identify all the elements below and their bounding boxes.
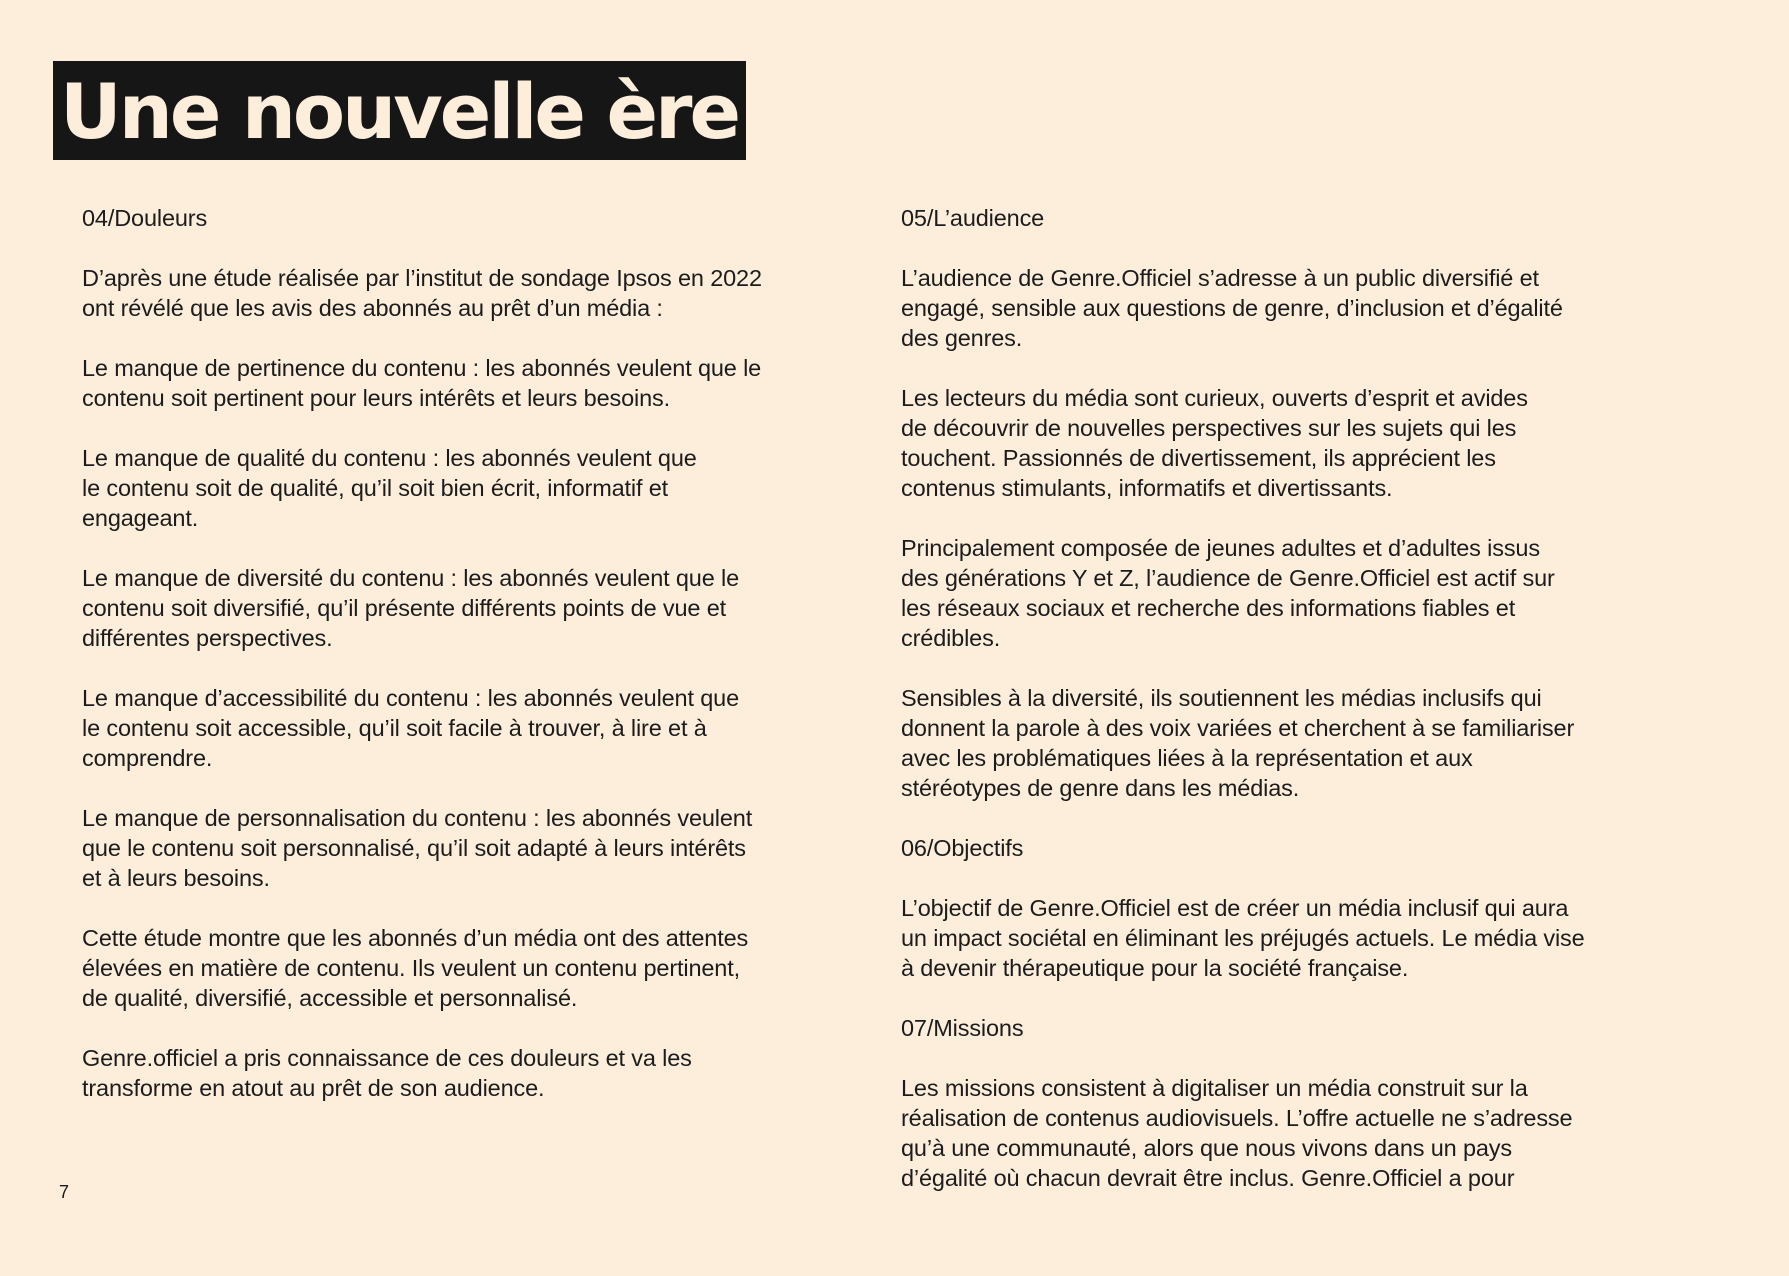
douleurs-paragraph-2: Le manque de pertinence du contenu : les abonnés veulent que le contenu soit pertinent pour leurs intérêts et leurs besoins. [82, 355, 762, 411]
douleurs-paragraph-8: Genre.officiel a pris connaissance de ces douleurs et va les transforme en atout au prêt de son audience. [82, 1045, 692, 1101]
page-number: 7 [59, 1182, 70, 1202]
objectifs-paragraph-1: L’objectif de Genre.Officiel est de créer un média inclusif qui aura un impact sociétal en éliminant les préjugés actuels. Le média vise à devenir thérapeutique pour la société française. [901, 895, 1585, 981]
douleurs-paragraph-6: Le manque de personnalisation du contenu : les abonnés veulent que le contenu soit personnalisé, qu’il soit adapté à leurs intérêts et à leurs besoins. [82, 805, 753, 891]
title-banner [53, 61, 746, 160]
audience-paragraph-2: Les lecteurs du média sont curieux, ouverts d’esprit et avides de découvrir de nouvelles perspectives sur les sujets qui les touchent. Passionnés de divertissement, ils apprécient les contenus stimulants, informatifs et divertissants. [901, 385, 1528, 501]
missions-paragraph-1: Les missions consistent à digitaliser un média construit sur la réalisation de contenus audiovisuels. L’offre actuelle ne s’adresse qu’à une communauté, alors que nous vivons dans un pays d’égalité où chacun devrait être inclus. Genre.Officiel a pour [901, 1075, 1573, 1191]
section-heading-audience: 05/L’audience [901, 205, 1045, 231]
douleurs-paragraph-5: Le manque d’accessibilité du contenu : les abonnés veulent que le contenu soit accessible, qu’il soit facile à trouver, à lire et à comprendre. [82, 685, 739, 771]
left-column [82, 203, 882, 1133]
audience-paragraph-4: Sensibles à la diversité, ils soutiennent les médias inclusifs qui donnent la parole à des voix variées et cherchent à se familiariser avec les problématiques liées à la représentation et aux stéréotypes de genre dans les médias. [901, 685, 1575, 801]
page-title: Une nouvelle ère [60, 66, 739, 156]
section-heading-douleurs: 04/Douleurs [82, 205, 208, 231]
section-objectifs [901, 833, 1701, 983]
section-heading-missions: 07/Missions [901, 1015, 1024, 1041]
audience-paragraph-3: Principalement composée de jeunes adultes et d’adultes issus des générations Y et Z, l’audience de Genre.Officiel est actif sur les réseaux sociaux et recherche des informations fiables et crédibles. [901, 535, 1555, 651]
douleurs-paragraph-4: Le manque de diversité du contenu : les abonnés veulent que le contenu soit diversifié, qu’il présente différents points de vue et différentes perspectives. [82, 565, 740, 651]
section-audience [901, 203, 1701, 803]
douleurs-paragraph-3: Le manque de qualité du contenu : les abonnés veulent que le contenu soit de qualité, qu’il soit bien écrit, informatif et engageant. [82, 445, 697, 531]
section-heading-objectifs: 06/Objectifs [901, 835, 1024, 861]
section-douleurs [82, 203, 882, 1103]
audience-paragraph-1: L’audience de Genre.Officiel s’adresse à un public diversifié et engagé, sensible aux questions de genre, d’inclusion et d’égalité des genres. [901, 265, 1563, 351]
right-column [901, 203, 1701, 1223]
douleurs-paragraph-7: Cette étude montre que les abonnés d’un média ont des attentes élevées en matière de contenu. Ils veulent un contenu pertinent, de qualité, diversifié, accessible et personnalisé. [82, 925, 749, 1011]
section-missions [901, 1013, 1701, 1193]
douleurs-paragraph-1: D’après une étude réalisée par l’institut de sondage Ipsos en 2022 ont révélé que les avis des abonnés au prêt d’un média : [82, 265, 762, 321]
